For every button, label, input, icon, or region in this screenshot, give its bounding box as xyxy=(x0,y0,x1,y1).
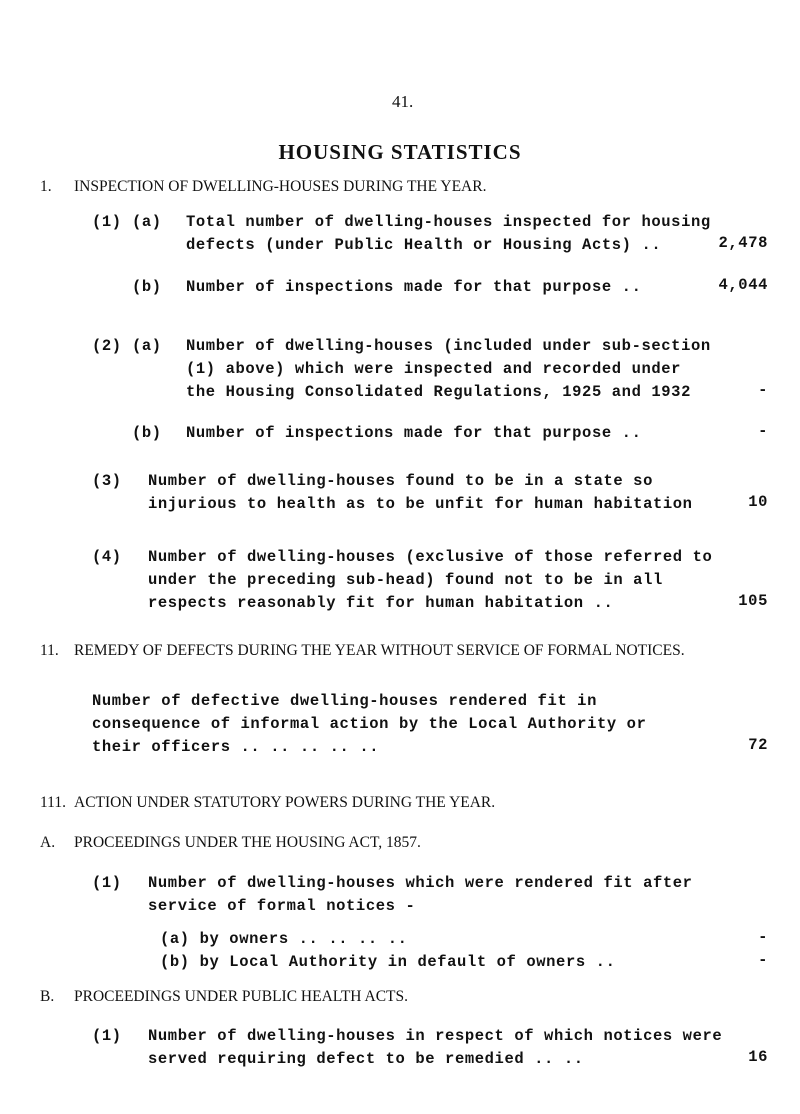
item-3-number: (3) xyxy=(92,472,122,490)
part-b-line-1: Number of dwelling-houses in respect of which notices were xyxy=(148,1027,723,1045)
item-2b-label: (b) xyxy=(132,424,162,442)
part-a-sub-b: (b) by Local Authority in default of owners .. xyxy=(160,953,616,971)
item-4-line-2: under the preceding sub-head) found not to be in all xyxy=(148,571,663,589)
item-2-number: (2) xyxy=(92,337,122,355)
item-3-line-2: injurious to health as to be unfit for human habitation xyxy=(148,495,693,513)
item-2a-value: - xyxy=(758,381,768,399)
item-3-value: 10 xyxy=(748,493,768,511)
section-2-line-1: Number of defective dwelling-houses rendered fit in xyxy=(92,692,597,710)
section-2-line-2: consequence of informal action by the Local Authority or xyxy=(92,715,647,733)
item-1b-line-1: Number of inspections made for that purpose .. xyxy=(186,278,642,296)
part-a-letter: A. xyxy=(40,834,56,851)
section-1-numeral: 1. xyxy=(40,178,52,195)
item-1a-line-1: Total number of dwelling-houses inspected for housing xyxy=(186,213,711,231)
item-2a-label: (a) xyxy=(132,337,162,355)
item-4-line-1: Number of dwelling-houses (exclusive of those referred to xyxy=(148,548,713,566)
section-2-heading: REMEDY OF DEFECTS DURING THE YEAR WITHOUT SERVICE OF FORMAL NOTICES. xyxy=(74,642,685,659)
part-b-number: (1) xyxy=(92,1027,122,1045)
page-title: HOUSING STATISTICS xyxy=(278,140,522,164)
section-3-numeral: 111. xyxy=(40,794,66,811)
section-2-line-3: their officers .. .. .. .. .. xyxy=(92,738,380,756)
part-a-sub-b-value: - xyxy=(758,951,768,969)
item-4-value: 105 xyxy=(738,592,768,610)
part-b-line-2: served requiring defect to be remedied .. .. xyxy=(148,1050,584,1068)
part-a-heading: PROCEEDINGS UNDER THE HOUSING ACT, 1857. xyxy=(74,834,421,851)
section-2-numeral: 11. xyxy=(40,642,59,659)
part-b-heading: PROCEEDINGS UNDER PUBLIC HEALTH ACTS. xyxy=(74,988,408,1005)
part-b-letter: B. xyxy=(40,988,55,1005)
section-2-value: 72 xyxy=(748,736,768,754)
item-1b-label: (b) xyxy=(132,278,162,296)
section-1-heading: INSPECTION OF DWELLING-HOUSES DURING THE YEAR. xyxy=(74,178,487,195)
part-a-sub-a-value: - xyxy=(758,928,768,946)
part-a-line-2: service of formal notices - xyxy=(148,897,416,915)
item-1a-line-2: defects (under Public Health or Housing Acts) .. xyxy=(186,236,662,254)
item-1a-label: (a) xyxy=(132,213,162,231)
item-2b-value: - xyxy=(758,422,768,440)
item-2a-line-2: (1) above) which were inspected and recorded under xyxy=(186,360,682,378)
item-4-line-3: respects reasonably fit for human habitation .. xyxy=(148,594,614,612)
page-number: 41. xyxy=(392,92,414,111)
item-2b-line-1: Number of inspections made for that purpose .. xyxy=(186,424,642,442)
section-3-heading: ACTION UNDER STATUTORY POWERS DURING THE YEAR. xyxy=(74,794,496,811)
part-a-number: (1) xyxy=(92,874,122,892)
part-b-value: 16 xyxy=(748,1048,768,1066)
item-1b-value: 4,044 xyxy=(718,276,768,294)
item-2a-line-1: Number of dwelling-houses (included under sub-section xyxy=(186,337,711,355)
part-a-line-1: Number of dwelling-houses which were rendered fit after xyxy=(148,874,693,892)
item-4-number: (4) xyxy=(92,548,122,566)
item-3-line-1: Number of dwelling-houses found to be in a state so xyxy=(148,472,653,490)
item-2a-line-3: the Housing Consolidated Regulations, 1925 and 1932 xyxy=(186,383,691,401)
item-1-number: (1) xyxy=(92,213,122,231)
part-a-sub-a: (a) by owners .. .. .. .. xyxy=(160,930,408,948)
item-1a-value: 2,478 xyxy=(718,234,768,252)
